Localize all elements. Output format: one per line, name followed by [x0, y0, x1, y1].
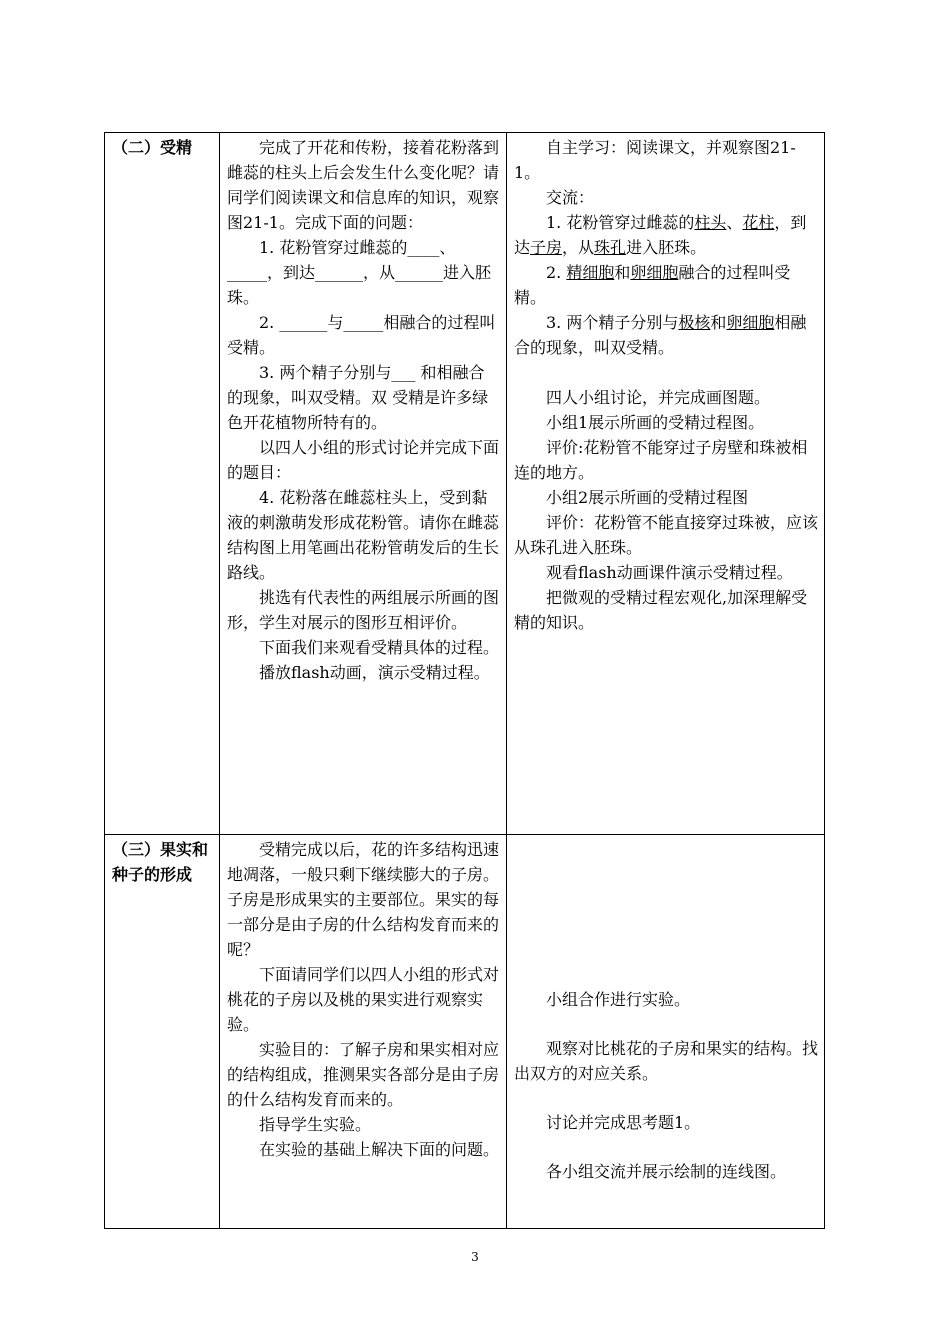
- spacer: [514, 1012, 818, 1036]
- student-paragraph: 小组2展示所画的受精过程图: [546, 488, 749, 507]
- teacher-paragraph: 下面请同学们以四人小组的形式对桃花的子房以及桃的果实进行观察实验。: [227, 965, 500, 1034]
- section-header-fruit-formation: （三）果实和种子的形成: [105, 835, 220, 1229]
- student-paragraph: 小组1展示所画的受精过程图。: [546, 413, 765, 432]
- spacer: [514, 837, 818, 987]
- teacher-paragraph: 下面我们来观看受精具体的过程。: [259, 638, 500, 657]
- student-paragraph: 交流：: [546, 188, 595, 207]
- spacer: [514, 1086, 818, 1110]
- student-paragraph: 观看flash动画课件演示受精过程。: [546, 563, 793, 582]
- lesson-table: [104, 132, 825, 1229]
- table-row-fruit-formation: [105, 835, 825, 1229]
- teacher-paragraph: 在实验的基础上解决下面的问题。: [259, 1140, 500, 1159]
- teacher-paragraph: 完成了开花和传粉，接着花粉落到雌蕊的柱头上后会发生什么变化呢？请同学们阅读课文和信息库的知识，观察图21-1。完成下面的问题：: [227, 138, 500, 232]
- teacher-question-3: 3. 两个精子分别与___ 和相融合的现象，叫双受精。双 受精是许多绿色开花植物所特有的。: [227, 363, 489, 432]
- student-answer-2: 2. 精细胞和卵细胞融合的过程叫受精。: [514, 263, 791, 307]
- teacher-paragraph: 指导学生实验。: [259, 1115, 372, 1134]
- student-paragraph: 评价：花粉管不能直接穿过珠被，应该从珠孔进入胚珠。: [514, 513, 819, 557]
- student-answer-3: 3. 两个精子分别与极核和卵细胞相融合的现象，叫双受精。: [514, 313, 807, 357]
- teacher-activity-cell: [220, 835, 507, 1229]
- student-activity-cell: [507, 133, 825, 835]
- teacher-question-1: 1. 花粉管穿过雌蕊的____、_____，到达______，从______进入胚珠。: [227, 238, 492, 307]
- teacher-paragraph: 实验目的：了解子房和果实相对应的结构组成，推测果实各部分是由子房的什么结构发育而来的。: [227, 1040, 500, 1109]
- student-paragraph: 观察对比桃花的子房和果实的结构。找出双方的对应关系。: [514, 1039, 819, 1083]
- teacher-paragraph: 受精完成以后，花的许多结构迅速地凋落，一般只剩下继续膨大的子房。子房是形成果实的主要部位。果实的每一部分是由子房的什么结构发育而来的呢？: [227, 840, 500, 959]
- teacher-question-4: 4. 花粉落在雌蕊柱头上，受到黏液的刺激萌发形成花粉管。请你在雌蕊结构图上用笔画出花粉管萌发后的生长路线。: [227, 488, 500, 582]
- student-paragraph: 评价:花粉管不能穿过子房壁和珠被相连的地方。: [514, 438, 808, 482]
- student-paragraph: 自主学习：阅读课文，并观察图21-1。: [514, 138, 796, 182]
- student-activity-cell: [507, 835, 825, 1229]
- page-number: 3: [471, 1250, 479, 1264]
- teacher-paragraph: 播放flash动画，演示受精过程。: [259, 663, 490, 682]
- teacher-question-2: 2. ______与_____相融合的过程叫受精。: [227, 313, 496, 357]
- teacher-activity-cell: [220, 133, 507, 835]
- table-row-fertilization: [105, 133, 825, 835]
- student-answer-1: 1. 花粉管穿过雌蕊的柱头、花柱，到达子房，从珠孔进入胚珠。: [514, 213, 807, 257]
- section-header-fertilization: （二）受精: [105, 133, 220, 835]
- student-paragraph: 各小组交流并展示绘制的连线图。: [546, 1162, 787, 1181]
- student-paragraph: 把微观的受精过程宏观化,加深理解受精的知识。: [514, 588, 808, 632]
- teacher-paragraph: 挑选有代表性的两组展示所画的图形，学生对展示的图形互相评价。: [227, 588, 500, 632]
- student-paragraph: 四人小组讨论，并完成画图题。: [546, 388, 771, 407]
- teacher-paragraph: 以四人小组的形式讨论并完成下面的题目：: [227, 438, 500, 482]
- student-paragraph: 小组合作进行实验。: [546, 990, 691, 1009]
- spacer: [514, 360, 818, 385]
- spacer: [514, 1135, 818, 1159]
- student-paragraph: 讨论并完成思考题1。: [546, 1113, 701, 1132]
